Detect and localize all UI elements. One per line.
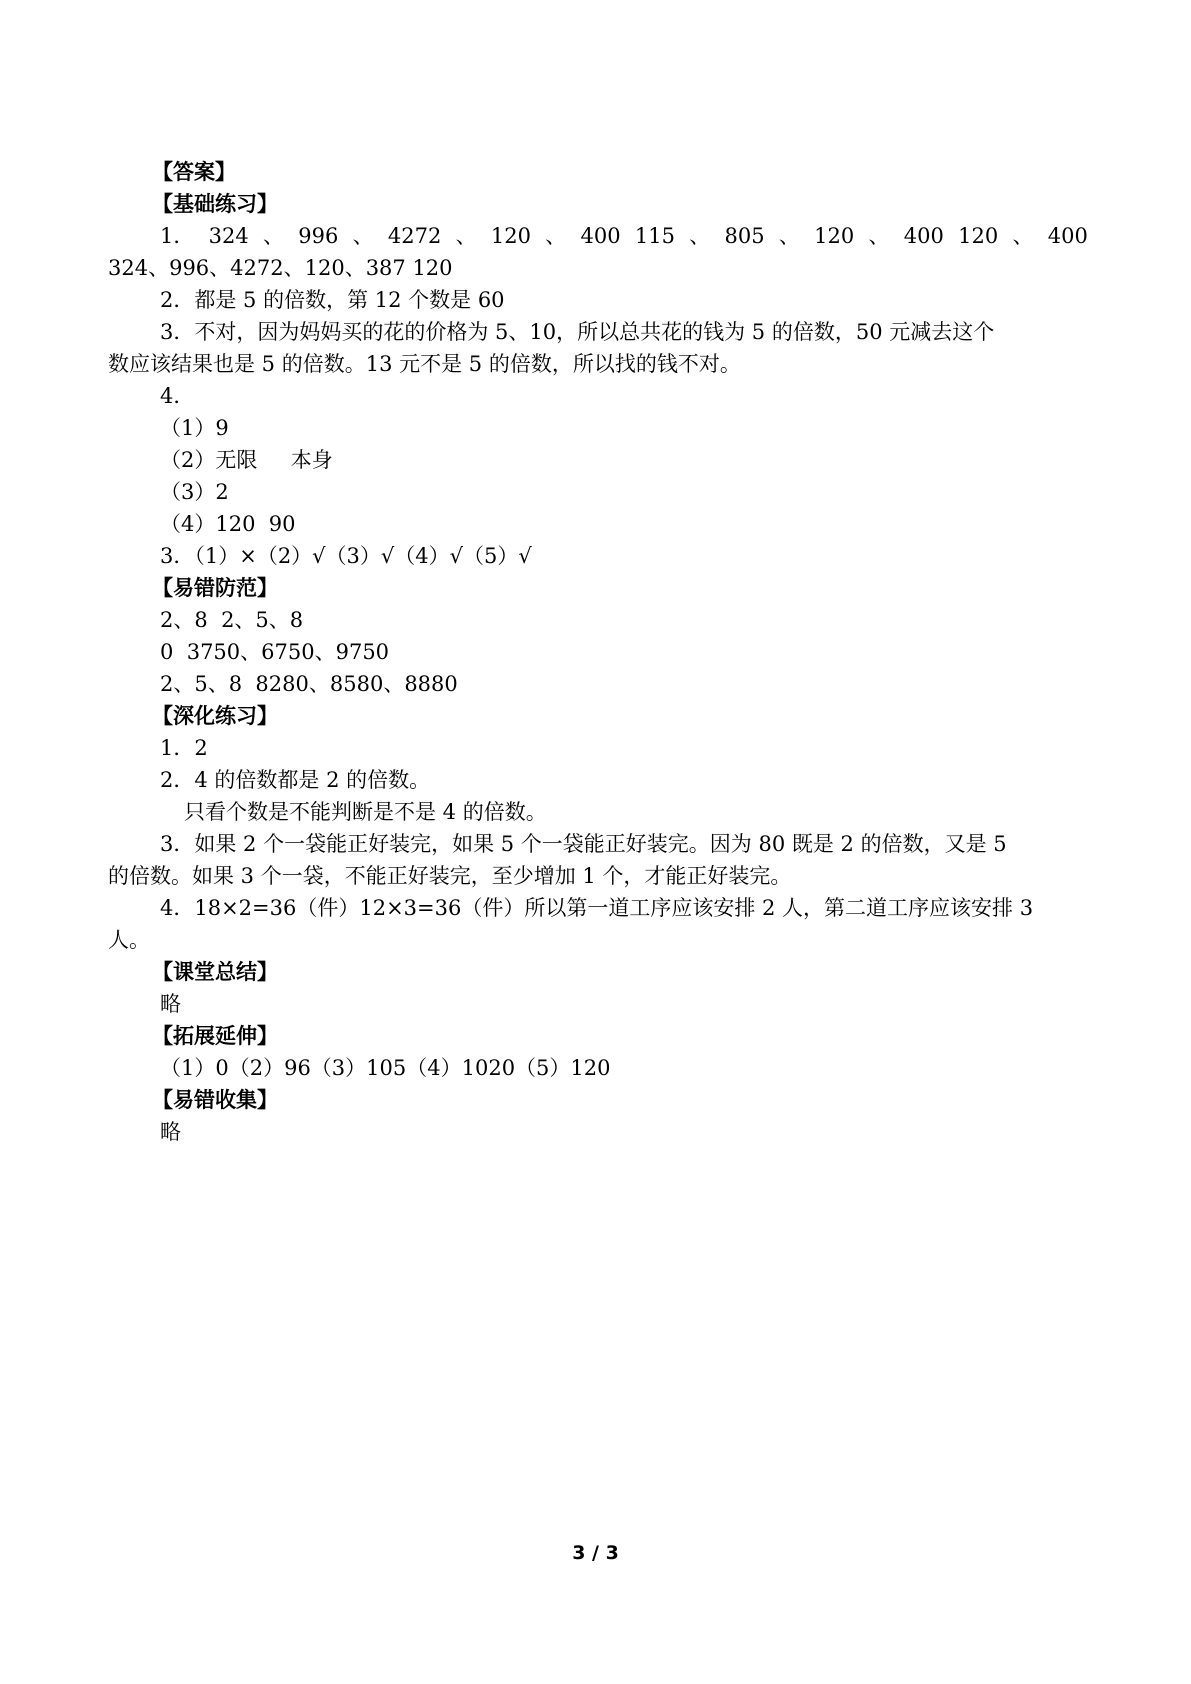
heading-answer: 【答案】 (152, 160, 236, 184)
q1-sep: 、 (263, 224, 284, 248)
q1-value: 4272 (387, 224, 442, 248)
q1-sep: 、 (545, 224, 567, 248)
basic-q1-line2: 324、996、4272、120、387 120 (108, 256, 453, 280)
basic-q3-line1: 3．不对，因为妈妈买的花的价格为 5、10，所以总共花的钱为 5 的倍数，50 元减去这个 (160, 320, 995, 344)
deepen-q4-line1: 4．18×2=36（件）12×3=36（件）所以第一道工序应该安排 2 人，第二道工序应该安排 3 (160, 896, 1034, 920)
basic-q4-item: （1）9 (160, 416, 229, 440)
q1-sep: 、 (1012, 224, 1034, 248)
q1-value: 324 (208, 224, 249, 248)
error-prevent-line: 0 3750、6750、9750 (160, 640, 390, 664)
q1-value: 400 (580, 224, 621, 248)
extend-text: （1）0（2）96（3）105（4）1020（5）120 (160, 1056, 611, 1080)
q1-sep: 、 (778, 224, 800, 248)
error-prevent-line: 2、8 2、5、8 (160, 608, 304, 632)
basic-q2: 2．都是 5 的倍数，第 12 个数是 60 (160, 288, 505, 312)
page-number: 3 / 3 (572, 1542, 619, 1564)
deepen-q3-line1: 3．如果 2 个一袋能正好装完，如果 5 个一袋能正好装完。因为 80 既是 2 的倍数，又是 5 (160, 832, 1007, 856)
heading-extend: 【拓展延伸】 (152, 1024, 278, 1048)
q1-value: 996 (298, 224, 339, 248)
answer-content (108, 156, 1088, 1148)
basic-q4-item: （3）2 (160, 480, 229, 504)
basic-q4-item: （2）无限 本身 (160, 448, 333, 472)
deepen-q4-line2: 人。 (108, 928, 150, 952)
basic-q4-item: （4）120 90 (160, 512, 296, 536)
q1-value: 120 (490, 224, 531, 248)
q1-sep: 、 (352, 224, 374, 248)
deepen-q2-line2: 只看个数是不能判断是不是 4 的倍数。 (184, 800, 547, 824)
q1-value: 115 (634, 224, 675, 248)
error-collect-text: 略 (160, 1120, 181, 1144)
q1-value: 120 (958, 224, 999, 248)
q1-sep: 、 (868, 224, 890, 248)
deepen-q3-line2: 的倍数。如果 3 个一袋，不能正好装完，至少增加 1 个，才能正好装完。 (108, 864, 792, 888)
error-prevent-line: 2、5、8 8280、8580、8880 (160, 672, 458, 696)
q1-value: 805 (724, 224, 765, 248)
q1-value: 400 (1047, 224, 1088, 248)
heading-error-prevent: 【易错防范】 (152, 576, 278, 600)
heading-deepen: 【深化练习】 (152, 704, 278, 728)
basic-q3-line2: 数应该结果也是 5 的倍数。13 元不是 5 的倍数，所以找的钱不对。 (108, 352, 741, 376)
deepen-q1: 1．2 (160, 736, 208, 760)
heading-basic: 【基础练习】 (152, 192, 278, 216)
heading-error-collect: 【易错收集】 (152, 1088, 278, 1112)
q1-label: 1． (160, 224, 195, 248)
summary-text: 略 (160, 992, 181, 1016)
q1-sep: 、 (689, 224, 711, 248)
basic-q5: 3．（1）×（2）√（3）√（4）√（5）√ (160, 544, 532, 568)
heading-summary: 【课堂总结】 (152, 960, 278, 984)
q1-value: 120 (814, 224, 855, 248)
deepen-q2-line1: 2．4 的倍数都是 2 的倍数。 (160, 768, 431, 792)
basic-q1-line1 (108, 220, 1088, 252)
basic-q4: 4． (160, 384, 195, 408)
q1-sep: 、 (455, 224, 477, 248)
q1-value: 400 (903, 224, 944, 248)
